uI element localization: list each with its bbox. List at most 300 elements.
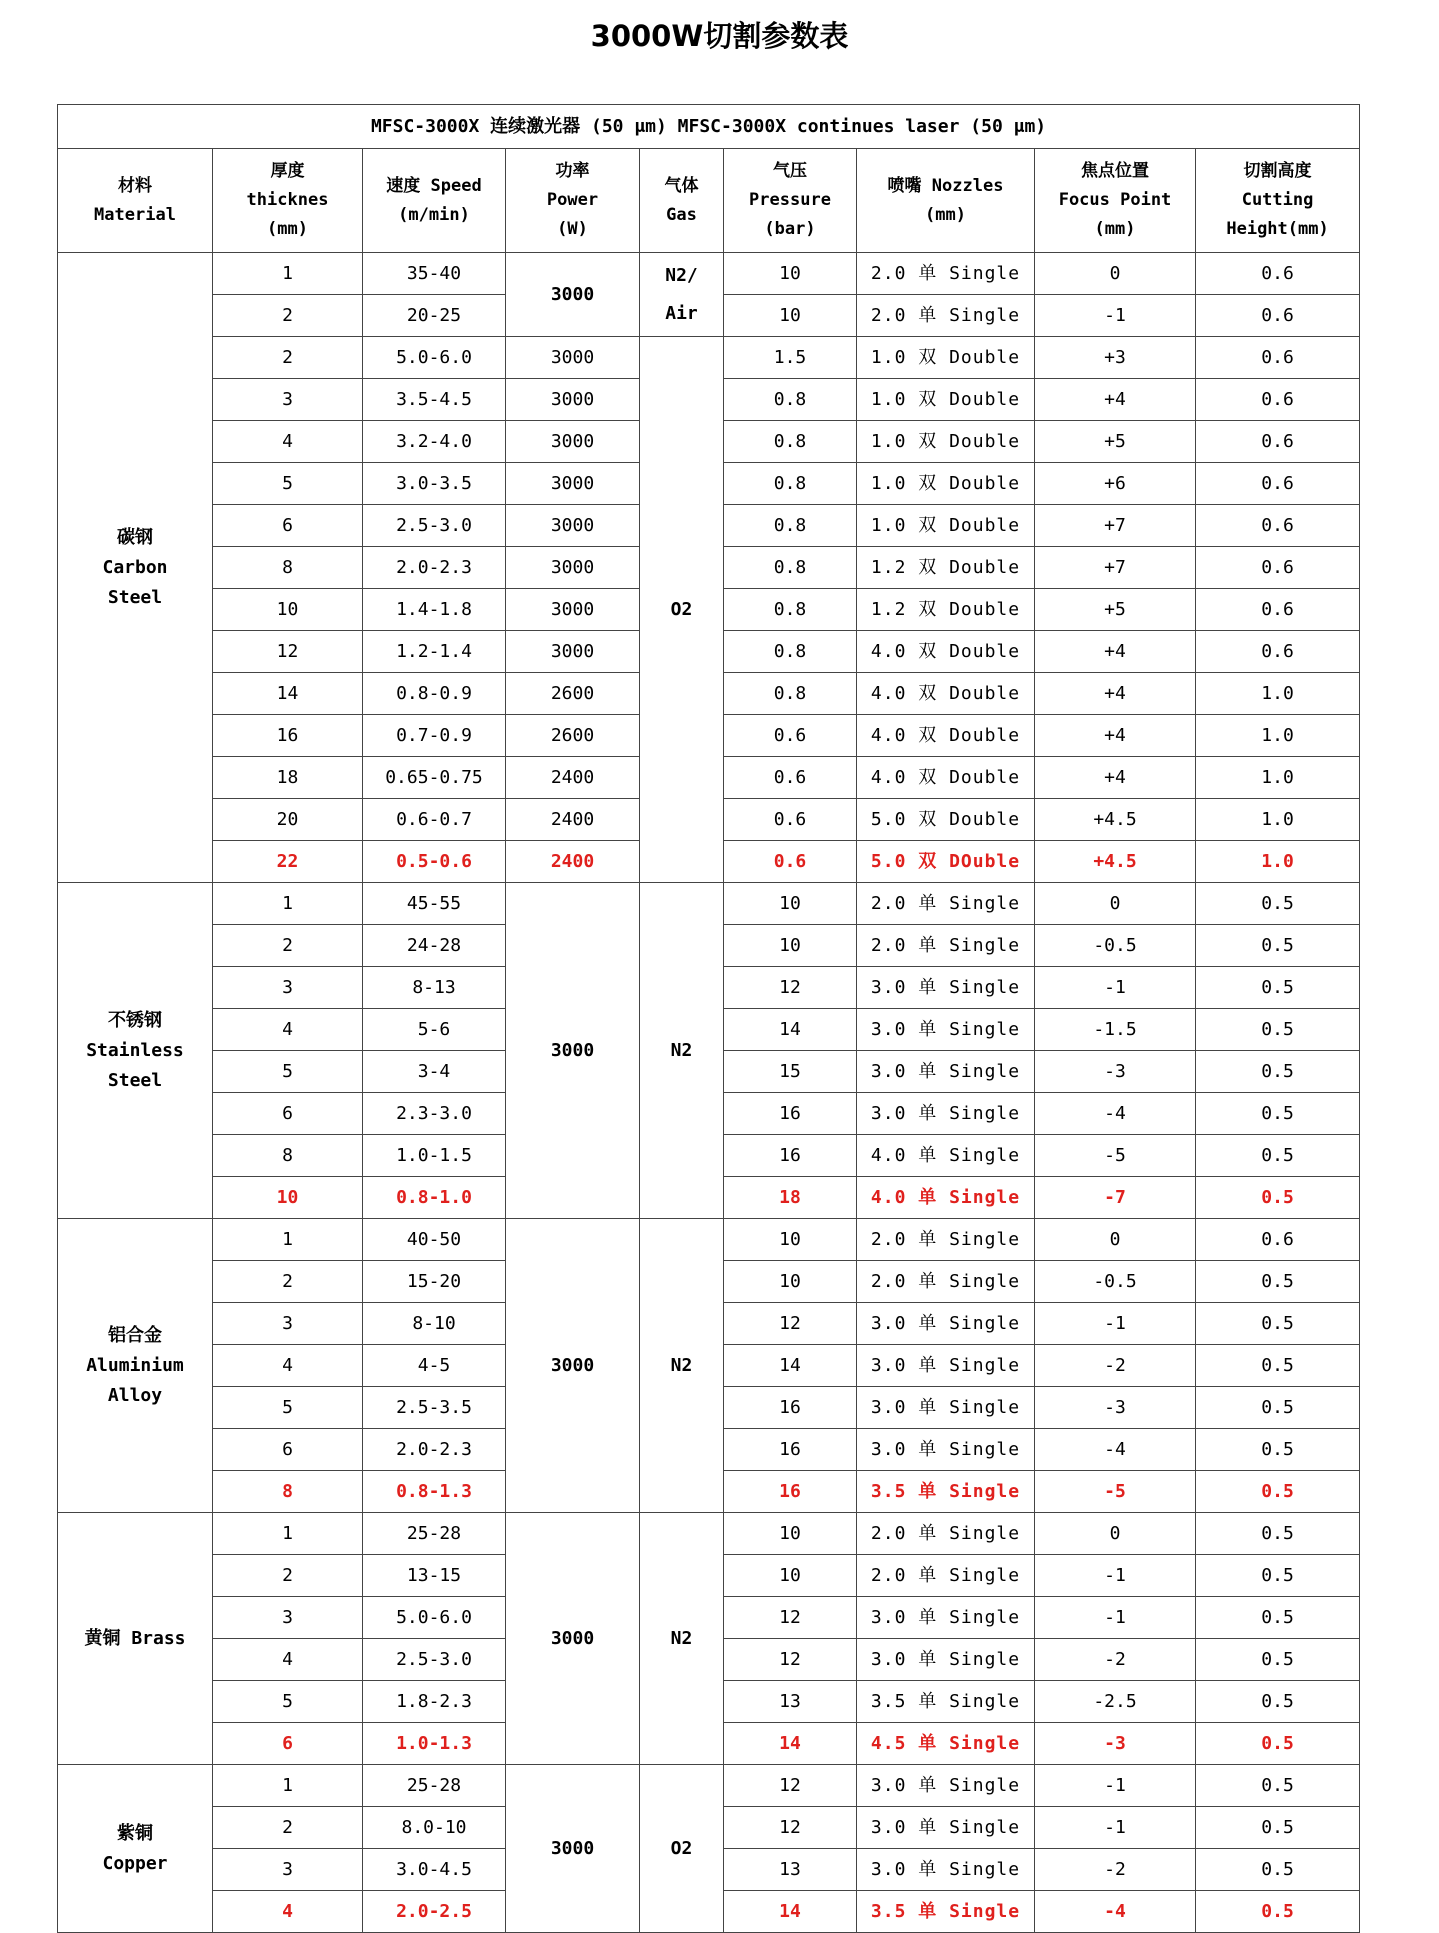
cell-thickness: 3	[213, 1597, 363, 1639]
cell-pressure: 12	[724, 1639, 857, 1681]
cell-height: 0.5	[1196, 883, 1360, 925]
cell-power: 3000	[506, 505, 640, 547]
header-line: Height(mm)	[1226, 219, 1329, 239]
cell-speed: 5.0-6.0	[363, 1597, 506, 1639]
cell-gas-merged	[640, 253, 724, 337]
cell-pressure: 10	[724, 295, 857, 337]
cell-pressure: 0.8	[724, 547, 857, 589]
cell-nozzle: 4.0 双 Double	[857, 673, 1035, 715]
header-line: 喷嘴 Nozzles	[887, 175, 1004, 196]
cell-focus: +4.5	[1035, 799, 1196, 841]
cell-thickness: 3	[213, 379, 363, 421]
cell-thickness: 4	[213, 421, 363, 463]
cell-speed: 1.8-2.3	[363, 1681, 506, 1723]
material-line: 黄铜 Brass	[84, 1627, 186, 1649]
cell-pressure: 12	[724, 1303, 857, 1345]
cell-pressure: 0.6	[724, 715, 857, 757]
cell-focus: -1	[1035, 1807, 1196, 1849]
cell-speed: 25-28	[363, 1765, 506, 1807]
cell-pressure: 16	[724, 1471, 857, 1513]
cell-speed: 35-40	[363, 253, 506, 295]
cell-speed: 3-4	[363, 1051, 506, 1093]
cell-height: 0.5	[1196, 1261, 1360, 1303]
cell-pressure: 14	[724, 1009, 857, 1051]
cell-thickness: 10	[213, 1177, 363, 1219]
material-cell	[58, 1765, 213, 1933]
header-line: (mm)	[1094, 219, 1136, 239]
cell-nozzle: 4.5 单 Single	[857, 1723, 1035, 1765]
cell-pressure: 15	[724, 1051, 857, 1093]
cell-power: 3000	[506, 631, 640, 673]
cell-pressure: 0.8	[724, 463, 857, 505]
cell-pressure: 0.8	[724, 379, 857, 421]
cell-speed: 8-10	[363, 1303, 506, 1345]
cell-power-merged: 3000	[506, 1765, 640, 1933]
cell-nozzle: 1.0 双 Double	[857, 505, 1035, 547]
cutting-parameter-table	[57, 104, 1360, 1933]
cell-height: 0.6	[1196, 253, 1360, 295]
cell-nozzle: 3.0 单 Single	[857, 967, 1035, 1009]
material-line: Carbon	[102, 556, 168, 578]
cell-nozzle: 1.0 双 Double	[857, 379, 1035, 421]
cell-pressure: 0.8	[724, 505, 857, 547]
cell-height: 1.0	[1196, 673, 1360, 715]
cell-pressure: 10	[724, 1555, 857, 1597]
material-line: Copper	[102, 1852, 168, 1874]
cell-speed: 45-55	[363, 883, 506, 925]
cell-speed: 1.0-1.5	[363, 1135, 506, 1177]
cell-height: 0.5	[1196, 1807, 1360, 1849]
cell-focus: -0.5	[1035, 1261, 1196, 1303]
cell-focus: -0.5	[1035, 925, 1196, 967]
cell-height: 1.0	[1196, 841, 1360, 883]
table-row	[58, 1513, 1360, 1555]
cell-pressure: 16	[724, 1387, 857, 1429]
cell-thickness: 5	[213, 1387, 363, 1429]
cell-nozzle: 3.0 单 Single	[857, 1597, 1035, 1639]
cell-height: 0.5	[1196, 1177, 1360, 1219]
cell-power-merged: 3000	[506, 883, 640, 1219]
cell-speed: 2.0-2.3	[363, 547, 506, 589]
cell-focus: -1	[1035, 1597, 1196, 1639]
header-line: (m/min)	[398, 204, 470, 225]
cell-focus: -4	[1035, 1891, 1196, 1933]
cell-nozzle: 2.0 单 Single	[857, 295, 1035, 337]
cell-pressure: 14	[724, 1891, 857, 1933]
cell-nozzle: 2.0 单 Single	[857, 253, 1035, 295]
header-line: thicknes	[246, 190, 329, 210]
cell-thickness: 4	[213, 1345, 363, 1387]
cell-pressure: 10	[724, 1261, 857, 1303]
cell-thickness: 1	[213, 1513, 363, 1555]
cell-nozzle: 1.0 双 Double	[857, 463, 1035, 505]
cell-power: 3000	[506, 379, 640, 421]
cell-height: 0.6	[1196, 505, 1360, 547]
cell-focus: -3	[1035, 1387, 1196, 1429]
cell-focus: +4	[1035, 379, 1196, 421]
cell-pressure: 10	[724, 253, 857, 295]
cell-height: 0.5	[1196, 1681, 1360, 1723]
cell-pressure: 16	[724, 1093, 857, 1135]
cell-nozzle: 3.5 单 Single	[857, 1681, 1035, 1723]
gas-line: Air	[665, 302, 698, 324]
material-cell	[58, 1513, 213, 1765]
header-line: Cutting	[1241, 190, 1314, 210]
cell-speed: 5.0-6.0	[363, 337, 506, 379]
cell-pressure: 10	[724, 1219, 857, 1261]
cell-nozzle: 1.2 双 Double	[857, 547, 1035, 589]
cell-focus: 0	[1035, 1219, 1196, 1261]
cell-speed: 3.0-4.5	[363, 1849, 506, 1891]
cell-thickness: 6	[213, 1429, 363, 1471]
cell-height: 0.6	[1196, 421, 1360, 463]
cell-nozzle: 2.0 单 Single	[857, 1555, 1035, 1597]
cell-pressure: 0.8	[724, 673, 857, 715]
cell-nozzle: 2.0 单 Single	[857, 1219, 1035, 1261]
cell-pressure: 10	[724, 1513, 857, 1555]
cell-height: 1.0	[1196, 715, 1360, 757]
cell-thickness: 18	[213, 757, 363, 799]
cell-height: 1.0	[1196, 757, 1360, 799]
cell-focus: +5	[1035, 421, 1196, 463]
cell-height: 0.5	[1196, 967, 1360, 1009]
cell-pressure: 12	[724, 1807, 857, 1849]
cell-focus: 0	[1035, 883, 1196, 925]
cell-focus: -5	[1035, 1135, 1196, 1177]
cell-nozzle: 3.0 单 Single	[857, 1345, 1035, 1387]
cell-height: 0.5	[1196, 1765, 1360, 1807]
cell-speed: 8.0-10	[363, 1807, 506, 1849]
cell-nozzle: 3.0 单 Single	[857, 1303, 1035, 1345]
cell-nozzle: 3.0 单 Single	[857, 1807, 1035, 1849]
cell-nozzle: 1.2 双 Double	[857, 589, 1035, 631]
header-line: (mm)	[267, 219, 308, 239]
cell-focus: +7	[1035, 505, 1196, 547]
cell-thickness: 12	[213, 631, 363, 673]
cell-thickness: 14	[213, 673, 363, 715]
cell-height: 0.5	[1196, 1723, 1360, 1765]
cell-nozzle: 2.0 单 Single	[857, 1261, 1035, 1303]
cell-thickness: 1	[213, 883, 363, 925]
cell-focus: +6	[1035, 463, 1196, 505]
cell-thickness: 4	[213, 1891, 363, 1933]
cell-nozzle: 3.0 单 Single	[857, 1639, 1035, 1681]
cell-pressure: 10	[724, 883, 857, 925]
cell-nozzle: 3.0 单 Single	[857, 1093, 1035, 1135]
cell-height: 0.6	[1196, 631, 1360, 673]
header-speed	[363, 149, 506, 253]
cell-thickness: 5	[213, 1681, 363, 1723]
cell-nozzle: 5.0 双 DOuble	[857, 841, 1035, 883]
cell-speed: 25-28	[363, 1513, 506, 1555]
material-line: 不锈钢	[108, 1009, 162, 1031]
header-line: 材料	[118, 175, 152, 196]
cell-thickness: 4	[213, 1639, 363, 1681]
cell-thickness: 22	[213, 841, 363, 883]
cell-pressure: 14	[724, 1345, 857, 1387]
cell-power: 2400	[506, 799, 640, 841]
cell-speed: 2.5-3.0	[363, 1639, 506, 1681]
cell-height: 0.6	[1196, 1219, 1360, 1261]
material-cell	[58, 253, 213, 883]
cell-power: 2400	[506, 841, 640, 883]
cell-pressure: 0.6	[724, 757, 857, 799]
cell-nozzle: 1.0 双 Double	[857, 421, 1035, 463]
header-line: (mm)	[925, 204, 966, 225]
header-focus-point	[1035, 149, 1196, 253]
cell-height: 0.5	[1196, 1513, 1360, 1555]
cell-speed: 40-50	[363, 1219, 506, 1261]
material-cell	[58, 1219, 213, 1513]
material-line: Alloy	[107, 1384, 163, 1406]
cell-nozzle: 1.0 双 Double	[857, 337, 1035, 379]
cell-height: 0.5	[1196, 1135, 1360, 1177]
cell-height: 0.5	[1196, 1849, 1360, 1891]
cell-speed: 4-5	[363, 1345, 506, 1387]
cell-speed: 1.2-1.4	[363, 631, 506, 673]
cell-speed: 15-20	[363, 1261, 506, 1303]
cell-power: 3000	[506, 589, 640, 631]
cell-pressure: 0.8	[724, 421, 857, 463]
cell-focus: -2.5	[1035, 1681, 1196, 1723]
cell-thickness: 6	[213, 1723, 363, 1765]
header-line: 功率	[555, 161, 590, 181]
cell-power: 3000	[506, 421, 640, 463]
cell-focus: +4	[1035, 631, 1196, 673]
cell-speed: 2.3-3.0	[363, 1093, 506, 1135]
cell-thickness: 2	[213, 1261, 363, 1303]
cell-focus: +4	[1035, 757, 1196, 799]
gas-line: N2	[670, 1627, 693, 1649]
cell-thickness: 20	[213, 799, 363, 841]
cell-thickness: 4	[213, 1009, 363, 1051]
cell-nozzle: 4.0 双 Double	[857, 757, 1035, 799]
cell-speed: 0.5-0.6	[363, 841, 506, 883]
cell-power-merged: 3000	[506, 1513, 640, 1765]
table-row	[58, 337, 1360, 379]
cell-speed: 24-28	[363, 925, 506, 967]
cell-thickness: 10	[213, 589, 363, 631]
cell-power: 3000	[506, 463, 640, 505]
cell-pressure: 16	[724, 1429, 857, 1471]
cell-focus: -1	[1035, 295, 1196, 337]
material-line: Steel	[107, 1069, 163, 1091]
table-row	[58, 1219, 1360, 1261]
cell-focus: +4.5	[1035, 841, 1196, 883]
cell-height: 0.5	[1196, 1051, 1360, 1093]
cell-thickness: 2	[213, 337, 363, 379]
cell-pressure: 12	[724, 1765, 857, 1807]
header-line: 切割高度	[1243, 161, 1312, 181]
header-line: 气压	[773, 161, 807, 181]
cell-power-merged: 3000	[506, 1219, 640, 1513]
cell-height: 0.6	[1196, 589, 1360, 631]
cell-pressure: 14	[724, 1723, 857, 1765]
cell-speed: 0.8-1.3	[363, 1471, 506, 1513]
header-pressure	[724, 149, 857, 253]
cell-pressure: 13	[724, 1849, 857, 1891]
laser-model-label: MFSC-3000X 连续激光器 (50 μm) MFSC-3000X continues laser (50 μm)	[58, 105, 1360, 149]
cell-pressure: 13	[724, 1681, 857, 1723]
cell-speed: 1.4-1.8	[363, 589, 506, 631]
cell-focus: -5	[1035, 1471, 1196, 1513]
cell-nozzle: 4.0 单 Single	[857, 1135, 1035, 1177]
cell-focus: -1	[1035, 1303, 1196, 1345]
header-line: 气体	[664, 175, 699, 196]
cell-height: 0.5	[1196, 1387, 1360, 1429]
cell-height: 0.6	[1196, 379, 1360, 421]
cell-thickness: 3	[213, 967, 363, 1009]
material-line: 铝合金	[108, 1324, 162, 1346]
cell-height: 0.6	[1196, 547, 1360, 589]
header-line: (bar)	[764, 219, 816, 239]
cell-height: 0.5	[1196, 1891, 1360, 1933]
cell-nozzle: 3.0 单 Single	[857, 1765, 1035, 1807]
cell-thickness: 3	[213, 1303, 363, 1345]
cell-height: 0.5	[1196, 1093, 1360, 1135]
cell-speed: 5-6	[363, 1009, 506, 1051]
cell-thickness: 5	[213, 463, 363, 505]
cell-focus: -1.5	[1035, 1009, 1196, 1051]
cell-focus: +3	[1035, 337, 1196, 379]
header-line: Pressure	[749, 190, 831, 210]
cell-thickness: 5	[213, 1051, 363, 1093]
header-line: 焦点位置	[1081, 161, 1149, 181]
cell-focus: -7	[1035, 1177, 1196, 1219]
cell-speed: 2.5-3.0	[363, 505, 506, 547]
cell-focus: -1	[1035, 1765, 1196, 1807]
cell-thickness: 3	[213, 1849, 363, 1891]
cell-focus: +4	[1035, 673, 1196, 715]
cell-pressure: 1.5	[724, 337, 857, 379]
cell-focus: +4	[1035, 715, 1196, 757]
cell-gas-merged	[640, 1765, 724, 1933]
cell-speed: 0.6-0.7	[363, 799, 506, 841]
cell-focus: -4	[1035, 1429, 1196, 1471]
header-cutting-height	[1196, 149, 1360, 253]
cell-height: 0.6	[1196, 337, 1360, 379]
cell-pressure: 0.6	[724, 799, 857, 841]
cell-pressure: 18	[724, 1177, 857, 1219]
cell-power: 2400	[506, 757, 640, 799]
header-line: Power	[546, 190, 599, 210]
cell-focus: -2	[1035, 1849, 1196, 1891]
cell-thickness: 1	[213, 253, 363, 295]
cell-nozzle: 2.0 单 Single	[857, 883, 1035, 925]
cell-pressure: 10	[724, 925, 857, 967]
cell-pressure: 0.6	[724, 841, 857, 883]
cell-height: 0.5	[1196, 1303, 1360, 1345]
gas-line: N2	[670, 1354, 693, 1376]
cell-focus: +7	[1035, 547, 1196, 589]
cell-speed: 2.5-3.5	[363, 1387, 506, 1429]
material-line: 紫铜	[117, 1822, 153, 1844]
cell-speed: 3.5-4.5	[363, 379, 506, 421]
header-line: Material	[94, 204, 176, 225]
material-cell	[58, 883, 213, 1219]
cell-thickness: 6	[213, 505, 363, 547]
cell-height: 0.6	[1196, 295, 1360, 337]
cell-thickness: 16	[213, 715, 363, 757]
cell-speed: 20-25	[363, 295, 506, 337]
cell-height: 0.5	[1196, 1597, 1360, 1639]
cell-gas-merged	[640, 1513, 724, 1765]
cell-height: 0.5	[1196, 925, 1360, 967]
cell-focus: 0	[1035, 253, 1196, 295]
header-line: (W)	[557, 219, 588, 239]
cell-speed: 2.0-2.5	[363, 1891, 506, 1933]
cell-power: 2600	[506, 673, 640, 715]
cell-gas-merged: O2	[640, 337, 724, 883]
header-row	[58, 149, 1360, 253]
header-line: Focus Point	[1058, 190, 1172, 210]
header-material	[58, 149, 213, 253]
material-line: Aluminium	[86, 1354, 184, 1376]
cell-speed: 0.7-0.9	[363, 715, 506, 757]
cell-thickness: 1	[213, 1219, 363, 1261]
cell-speed: 0.65-0.75	[363, 757, 506, 799]
header-line: 速度 Speed	[386, 175, 482, 196]
table-row	[58, 1765, 1360, 1807]
cell-thickness: 8	[213, 1471, 363, 1513]
header-nozzle	[857, 149, 1035, 253]
cell-thickness: 6	[213, 1093, 363, 1135]
cell-nozzle: 4.0 双 Double	[857, 715, 1035, 757]
cell-speed: 0.8-0.9	[363, 673, 506, 715]
gas-line: N2	[670, 1039, 693, 1061]
cell-speed: 8-13	[363, 967, 506, 1009]
cell-gas-merged	[640, 883, 724, 1219]
cell-speed: 2.0-2.3	[363, 1429, 506, 1471]
cell-focus: -1	[1035, 967, 1196, 1009]
cell-pressure: 12	[724, 967, 857, 1009]
header-gas	[640, 149, 724, 253]
cell-speed: 13-15	[363, 1555, 506, 1597]
cell-nozzle: 3.0 单 Single	[857, 1051, 1035, 1093]
cell-focus: -1	[1035, 1555, 1196, 1597]
cell-focus: -2	[1035, 1639, 1196, 1681]
cell-gas-merged	[640, 1219, 724, 1513]
gas-line: O2	[670, 1837, 693, 1859]
cell-speed: 0.8-1.0	[363, 1177, 506, 1219]
cell-height: 0.5	[1196, 1429, 1360, 1471]
cell-height: 0.6	[1196, 463, 1360, 505]
cell-speed: 3.2-4.0	[363, 421, 506, 463]
cell-pressure: 12	[724, 1597, 857, 1639]
cell-nozzle: 4.0 单 Single	[857, 1177, 1035, 1219]
cell-height: 0.5	[1196, 1471, 1360, 1513]
cell-height: 0.5	[1196, 1009, 1360, 1051]
cell-nozzle: 2.0 单 Single	[857, 925, 1035, 967]
cell-pressure: 0.8	[724, 589, 857, 631]
cell-nozzle: 3.5 单 Single	[857, 1891, 1035, 1933]
cell-nozzle: 4.0 双 Double	[857, 631, 1035, 673]
material-line: 碳钢	[117, 526, 153, 548]
cell-focus: -3	[1035, 1051, 1196, 1093]
cell-pressure: 16	[724, 1135, 857, 1177]
cell-pressure: 0.8	[724, 631, 857, 673]
cell-thickness: 2	[213, 1807, 363, 1849]
cell-power-merged: 3000	[506, 253, 640, 337]
cell-thickness: 2	[213, 1555, 363, 1597]
table-row	[58, 883, 1360, 925]
header-line: 厚度	[270, 161, 305, 181]
header-line: Gas	[666, 204, 697, 225]
cell-focus: -2	[1035, 1345, 1196, 1387]
cell-focus: -3	[1035, 1723, 1196, 1765]
cell-thickness: 1	[213, 1765, 363, 1807]
material-line: Steel	[107, 586, 163, 608]
